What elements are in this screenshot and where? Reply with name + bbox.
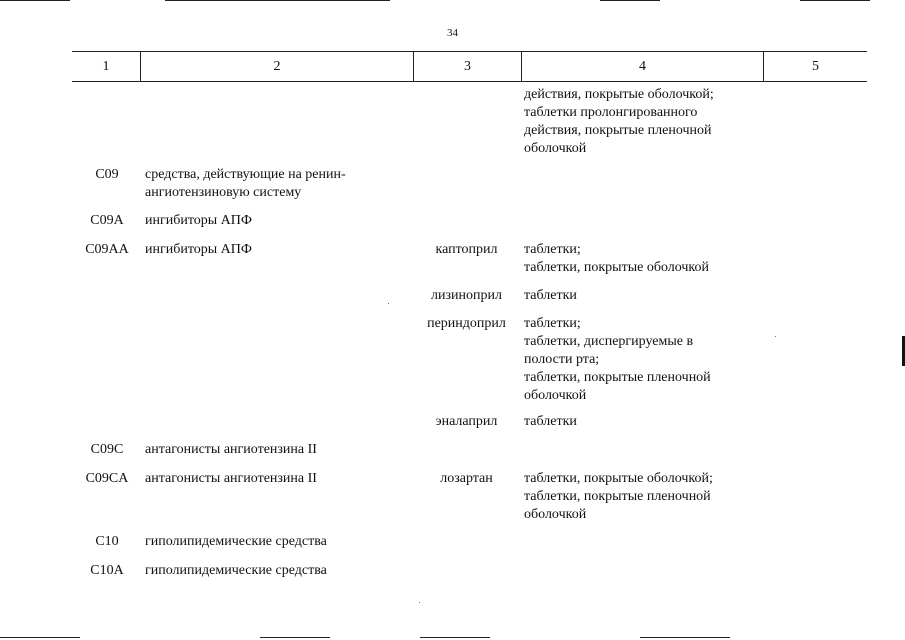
group-name: антагонисты ангиотензина II: [145, 471, 317, 486]
scan-artifact-bottom: [640, 637, 730, 638]
dosage-form-line: полости рта;: [524, 352, 600, 367]
scan-speck: [419, 602, 420, 603]
scan-artifact-top: [0, 0, 70, 1]
drug-name: лизиноприл: [431, 288, 502, 303]
drug-name: периндоприл: [427, 316, 506, 331]
scan-artifact-top: [165, 0, 390, 1]
group-name: ингибиторы АПФ: [145, 213, 252, 228]
column-header-4: 4: [639, 59, 646, 74]
drug-name: эналаприл: [435, 414, 498, 429]
drug-name: каптоприл: [435, 242, 498, 257]
group-name: гиполипидемические средства: [145, 563, 327, 578]
atc-code: C09C: [90, 442, 124, 457]
dosage-form-line: таблетки, покрытые пленочной: [524, 489, 711, 504]
dosage-forms: [524, 287, 759, 305]
dosage-forms: [524, 413, 759, 431]
group-name: ингибиторы АПФ: [145, 242, 252, 257]
scan-artifact-top: [800, 0, 870, 1]
dosage-form-line: таблетки: [524, 288, 577, 303]
page-number: 34: [447, 27, 458, 39]
scan-artifact-top: [600, 0, 660, 1]
dosage-form-line: таблетки, покрытые оболочкой: [524, 260, 710, 275]
scan-artifact-bottom: [260, 637, 330, 638]
dosage-form-line: таблетки, покрытые пленочной: [524, 370, 711, 385]
group-name: гиполипидемические средства: [145, 534, 327, 549]
dosage-forms: [524, 86, 759, 158]
column-header-5: 5: [812, 59, 819, 74]
atc-code: C10: [95, 534, 119, 549]
dosage-form-line: таблетки;: [524, 316, 581, 331]
dosage-forms: [524, 315, 759, 405]
atc-code: C09: [95, 167, 119, 182]
drug-name: лозартан: [440, 471, 493, 486]
dosage-forms: [524, 241, 759, 277]
dosage-form-line: оболочкой: [524, 507, 587, 522]
dosage-form-line: таблетки пролонгированного: [524, 105, 698, 120]
atc-code: C09A: [90, 213, 124, 228]
dosage-form-line: оболочкой: [524, 141, 587, 156]
group-name: антагонисты ангиотензина II: [145, 442, 317, 457]
column-header-2: 2: [273, 59, 281, 74]
scan-speck: [388, 303, 389, 304]
scan-artifact-bottom: [420, 637, 490, 638]
atc-code: C10A: [90, 563, 124, 578]
dosage-form-line: таблетки;: [524, 242, 581, 257]
dosage-form-line: таблетки, покрытые оболочкой;: [524, 471, 713, 486]
column-header-3: 3: [464, 59, 471, 74]
group-name: средства, действующие на ренин-ангиотензиновую систему: [145, 167, 346, 200]
dosage-form-line: действия, покрытые оболочкой;: [524, 87, 714, 102]
column-header-1: 1: [102, 59, 110, 74]
table-header: [72, 51, 867, 82]
scan-artifact-bottom: [0, 637, 80, 638]
dosage-form-line: действия, покрытые пленочной: [524, 123, 712, 138]
dosage-form-line: таблетки, диспергируемые в: [524, 334, 694, 349]
atc-code: C09CA: [85, 471, 129, 486]
dosage-form-line: оболочкой: [524, 388, 587, 403]
atc-code: C09AA: [85, 242, 129, 257]
dosage-form-line: таблетки: [524, 414, 577, 429]
scan-speck: [775, 336, 776, 337]
dosage-forms: [524, 470, 759, 524]
